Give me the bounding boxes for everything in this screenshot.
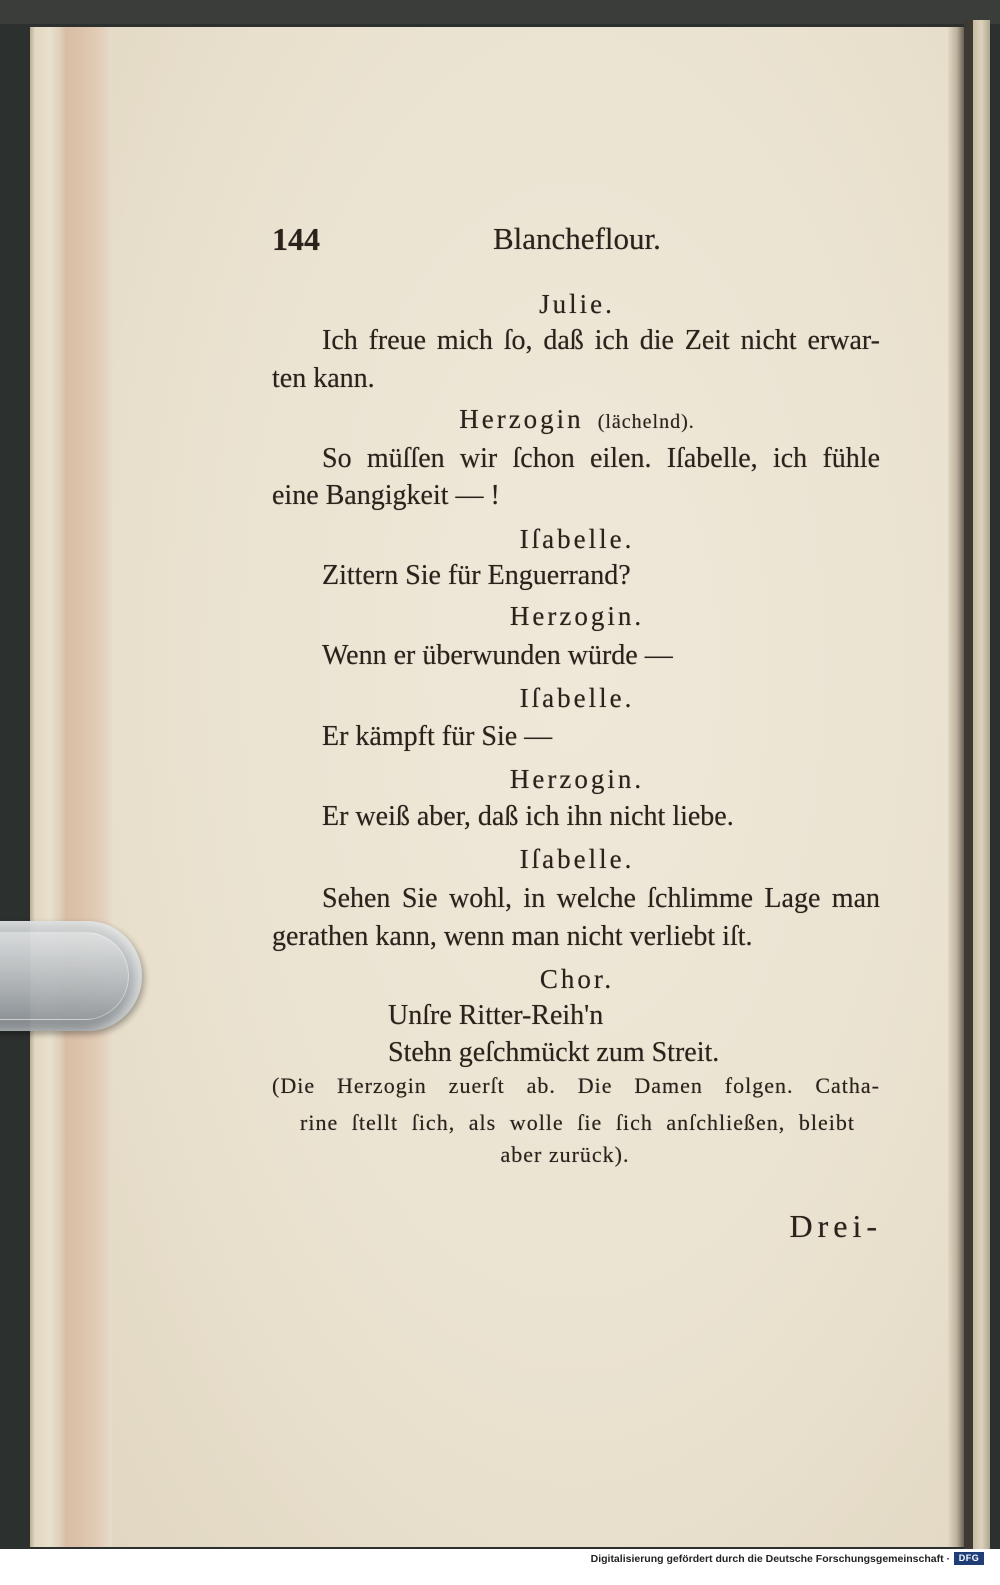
scanner-top-bar <box>0 0 1000 24</box>
speaker-herzogin: Herzogin <box>459 404 584 434</box>
dfg-logo: DFG <box>954 1552 984 1565</box>
speaker-herzogin: Herzogin. <box>509 764 645 794</box>
speaker-isabelle: Iſabelle. <box>519 524 635 554</box>
speech-line: gerathen kann, wenn man nicht verliebt iſt. <box>272 921 753 952</box>
speech-line: So müſſen wir ſchon eilen. Iſabelle, ich fühle <box>322 443 880 474</box>
catchword: Drei- <box>789 1208 882 1244</box>
stage-direction-line: rine ſtellt ſich, als wolle ſie ſich anſchließen, bleibt <box>300 1110 855 1135</box>
funding-credit: Digitalisierung gefördert durch die Deutsche Forschungsgemeinschaft · <box>590 1553 950 1565</box>
running-title: Blancheflour. <box>493 221 661 256</box>
stage-direction-line: aber zurück). <box>500 1142 630 1167</box>
bookmark-clip-highlight <box>0 932 129 1020</box>
speaker-herzogin-with-direction <box>272 403 882 435</box>
verse-line: Unſre Ritter-Reih'n <box>388 1000 604 1031</box>
speech-line: eine Bangigkeit — ! <box>272 480 500 511</box>
speaker-julie: Julie. <box>539 289 615 319</box>
stage-direction-line: (Die Herzogin zuerſt ab. Die Damen folgen. Catha- <box>272 1073 880 1098</box>
speaker-herzogin: Herzogin. <box>509 601 645 631</box>
speech-line: Er weiß aber, daß ich ihn nicht liebe. <box>322 801 734 832</box>
page-number: 144 <box>272 221 320 257</box>
speech-line: Wenn er überwunden würde — <box>322 640 673 671</box>
speaker-isabelle: Iſabelle. <box>519 844 635 874</box>
speech-line: ten kann. <box>272 363 375 394</box>
stage-direction-inline: (lächelnd). <box>597 411 695 433</box>
speech-line: Er kämpft für Sie — <box>322 721 553 752</box>
speaker-chor: Chor. <box>539 964 615 994</box>
speaker-isabelle: Iſabelle. <box>519 683 635 713</box>
page-right-edge <box>948 27 964 1547</box>
next-page-sliver <box>973 20 990 1550</box>
book-gutter-shadow <box>964 20 973 1550</box>
verse-line: Stehn geſchmückt zum Streit. <box>388 1037 720 1068</box>
speech-line: Sehen Sie wohl, in welche ſchlimme Lage man <box>322 883 880 914</box>
speech-line: Ich freue mich ſo, daß ich die Zeit nicht erwar- <box>322 325 880 356</box>
speech-line: Zittern Sie für Enguerrand? <box>322 560 631 591</box>
page-stack-edges <box>30 27 112 1547</box>
